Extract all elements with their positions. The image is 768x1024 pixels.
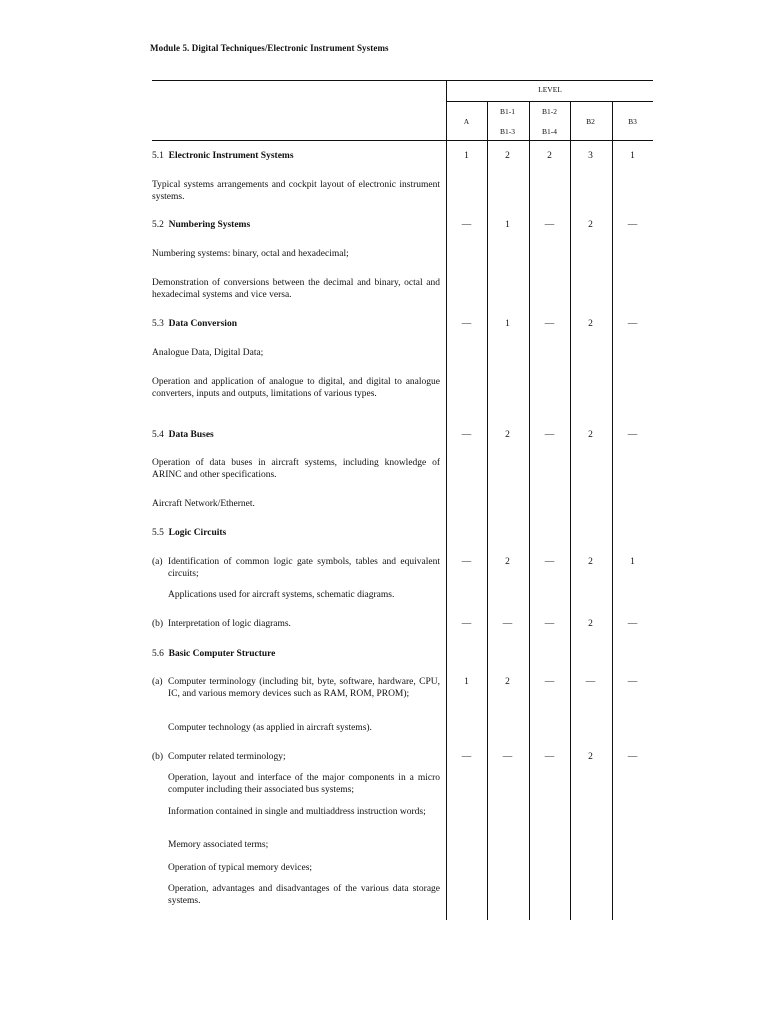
level-cell: — (627, 619, 638, 629)
col-a-header: A (463, 117, 470, 126)
level-cell: 3 (588, 151, 593, 161)
item-label: (b) (152, 619, 164, 629)
level-cell: — (544, 677, 555, 687)
paragraph: Demonstration of conversions between the decimal and binary, octal and hexadecimal systems and vice versa. (152, 278, 440, 300)
level-cell: 1 (505, 319, 510, 329)
level-cell: 2 (588, 319, 593, 329)
col-b3-header: B3 (628, 117, 637, 126)
level-cell: — (502, 619, 513, 629)
level-cell: — (461, 752, 472, 762)
level-cell: 2 (547, 151, 552, 161)
paragraph: Memory associated terms; (168, 840, 269, 850)
level-cell: 1 (630, 557, 635, 567)
level-cell: — (627, 752, 638, 762)
level-cell: — (544, 752, 555, 762)
section-heading: 5.5 Logic Circuits (152, 528, 227, 538)
level-header: LEVEL (538, 85, 562, 94)
paragraph: Computer technology (as applied in aircraft systems). (168, 723, 372, 733)
level-cell: — (502, 752, 513, 762)
level-cell: 1 (464, 677, 469, 687)
level-cell: 1 (505, 220, 510, 230)
level-cell: — (544, 319, 555, 329)
level-cell: — (544, 619, 555, 629)
level-cell: — (627, 677, 638, 687)
level-cell: 2 (505, 430, 510, 440)
level-rule (447, 101, 653, 102)
paragraph: Operation, advantages and disadvantages of the various data storage systems. (168, 884, 440, 906)
paragraph: Computer related terminology; (168, 752, 286, 762)
level-cell: 2 (505, 677, 510, 687)
level-cell: — (585, 677, 596, 687)
page-header: Module 5. Digital Techniques/Electronic Instrument Systems (150, 43, 389, 53)
level-cell: — (627, 430, 638, 440)
paragraph: Aircraft Network/Ethernet. (152, 499, 255, 509)
col-b1-2-header: B1-2 (542, 107, 557, 116)
paragraph: Operation of data buses in aircraft systems, including knowledge of ARINC and other specifications. (152, 458, 440, 480)
paragraph: Identification of common logic gate symbols, tables and equivalent circuits; (168, 557, 440, 579)
level-cell: — (544, 430, 555, 440)
level-cell: 2 (588, 557, 593, 567)
level-cell: — (627, 319, 638, 329)
level-cell: 2 (505, 151, 510, 161)
level-cell: 1 (630, 151, 635, 161)
level-cell: — (461, 220, 472, 230)
level-cell: 2 (505, 557, 510, 567)
item-label: (a) (152, 677, 163, 687)
item-label: (a) (152, 557, 163, 567)
column-divider (446, 80, 447, 920)
section-heading: 5.2 Numbering Systems (152, 220, 251, 230)
paragraph: Typical systems arrangements and cockpit layout of electronic instrument systems. (152, 180, 440, 202)
item-label: (b) (152, 752, 164, 762)
level-cell: 2 (588, 220, 593, 230)
level-cell: 2 (588, 619, 593, 629)
section-heading: 5.6 Basic Computer Structure (152, 649, 276, 659)
level-cell: — (627, 220, 638, 230)
level-cell: — (461, 619, 472, 629)
table-header-bottom-rule (152, 140, 653, 141)
paragraph: Applications used for aircraft systems, schematic diagrams. (168, 590, 395, 600)
level-cell: — (461, 557, 472, 567)
col-b1-1-header: B1-1 (500, 107, 515, 116)
section-heading: 5.4 Data Buses (152, 430, 214, 440)
level-cell: 2 (588, 752, 593, 762)
paragraph: Operation, layout and interface of the major components in a micro computer including their associated bus systems; (168, 773, 440, 795)
level-cell: 1 (464, 151, 469, 161)
level-cell: — (461, 319, 472, 329)
col-b1-4-header: B1-4 (542, 127, 557, 136)
col-b2-header: B2 (586, 117, 595, 126)
level-cell: — (544, 557, 555, 567)
paragraph: Analogue Data, Digital Data; (152, 348, 264, 358)
section-heading: 5.1 Electronic Instrument Systems (152, 151, 294, 161)
paragraph: Operation and application of analogue to digital, and digital to analogue converters, inputs and outputs, limitations of various types. (152, 377, 440, 399)
level-cell: — (461, 430, 472, 440)
paragraph: Numbering systems: binary, octal and hexadecimal; (152, 249, 349, 259)
level-cell: — (544, 220, 555, 230)
paragraph: Computer terminology (including bit, byte, software, hardware, CPU, IC, and various memory devices such as RAM, ROM, PROM); (168, 677, 440, 699)
table-top-rule (152, 80, 653, 81)
level-cell: 2 (588, 430, 593, 440)
col-b1-3-header: B1-3 (500, 127, 515, 136)
paragraph: Operation of typical memory devices; (168, 863, 313, 873)
paragraph: Information contained in single and multiaddress instruction words; (168, 807, 426, 817)
paragraph: Interpretation of logic diagrams. (168, 619, 291, 629)
section-heading: 5.3 Data Conversion (152, 319, 237, 329)
